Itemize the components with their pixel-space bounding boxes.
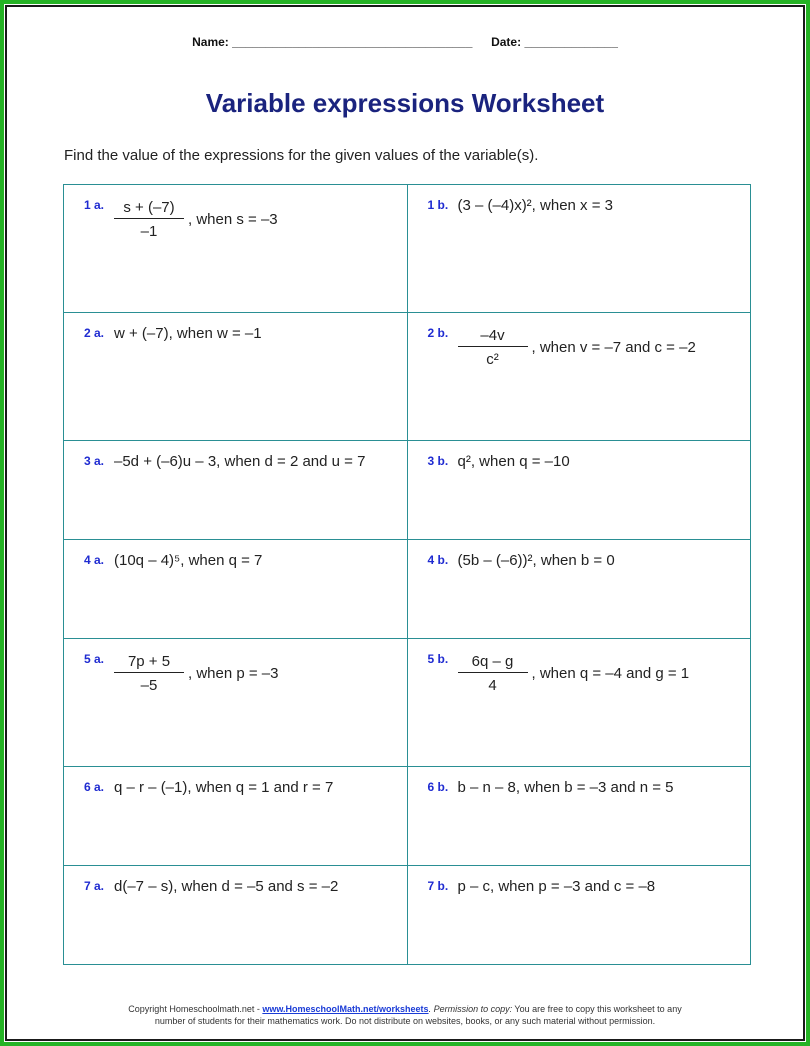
problem-cell — [64, 767, 408, 866]
problem-cell — [407, 866, 751, 965]
copyright-footer — [0, 1003, 810, 1027]
problem-cell — [64, 540, 408, 639]
problem-label: 6 a. — [84, 780, 105, 794]
problem-expression: (10q – 4)⁵, when q = 7 — [114, 552, 263, 569]
problem-label: 2 a. — [84, 326, 105, 340]
expression-rest: , when v = –7 and c = –2 — [531, 339, 696, 356]
problem-label: 4 a. — [84, 553, 105, 567]
problem-cell — [407, 639, 751, 767]
problem-label: 2 b. — [427, 326, 449, 340]
problem-expression: –5d + (–6)u – 3, when d = 2 and u = 7 — [114, 453, 366, 470]
footer-permission: . Permission to copy: — [428, 1004, 513, 1014]
problem-cell — [407, 767, 751, 866]
problem-label: 1 b. — [427, 198, 449, 212]
problem-label: 3 a. — [84, 454, 105, 468]
expression-rest: , when q = –4 and g = 1 — [531, 665, 690, 682]
denominator: c² — [486, 351, 499, 368]
name-label: Name: — [192, 35, 229, 49]
expression-rest: , when s = –3 — [188, 211, 278, 228]
problem-label: 5 b. — [427, 652, 449, 666]
footer-line-1 — [0, 1003, 810, 1015]
date-blank: ______________ — [524, 35, 618, 49]
problem-expression: w + (–7), when w = –1 — [114, 325, 262, 342]
numerator: 6q – g — [458, 653, 528, 673]
name-blank: ____________________________________ — [232, 35, 473, 49]
numerator: 7p + 5 — [114, 653, 184, 673]
problem-expression — [458, 327, 696, 368]
expression-rest: , when p = –3 — [188, 665, 279, 682]
problem-expression — [114, 653, 278, 694]
problem-label: 4 b. — [427, 553, 449, 567]
problem-label: 7 b. — [427, 879, 449, 893]
problem-label: 7 a. — [84, 879, 105, 893]
footer-line-2: number of students for their mathematics work. Do not distribute on websites, books, or any such material without permission. — [154, 1016, 656, 1026]
problem-expression: p – c, when p = –3 and c = –8 — [457, 878, 656, 895]
problem-cell — [64, 639, 408, 767]
problem-expression — [114, 199, 278, 240]
problem-cell — [64, 441, 408, 540]
problem-expression: d(–7 – s), when d = –5 and s = –2 — [114, 878, 339, 895]
problem-expression: (3 – (–4)x)², when x = 3 — [457, 197, 613, 214]
problem-expression: q², when q = –10 — [457, 453, 570, 470]
fraction — [114, 199, 184, 240]
problem-cell — [407, 441, 751, 540]
problem-label: 5 a. — [84, 652, 105, 666]
problem-label: 6 b. — [427, 780, 449, 794]
problem-cell — [64, 866, 408, 965]
fraction — [458, 327, 528, 368]
problem-expression: q – r – (–1), when q = 1 and r = 7 — [114, 779, 334, 796]
footer-line-1-rest: You are free to copy this worksheet to any — [512, 1004, 682, 1014]
denominator: –1 — [140, 223, 158, 240]
problem-expression: b – n – 8, when b = –3 and n = 5 — [457, 779, 674, 796]
date-label: Date: — [491, 35, 522, 49]
numerator: s + (–7) — [114, 199, 184, 219]
footer-copyright: Copyright Homeschoolmath.net - — [128, 1004, 263, 1014]
worksheet-title: Variable expressions Worksheet — [205, 88, 605, 118]
problem-label: 3 b. — [427, 454, 449, 468]
problem-cell — [64, 313, 408, 441]
problem-expression — [458, 653, 690, 694]
name-date-line — [0, 35, 810, 49]
problem-cell — [407, 185, 751, 313]
fraction — [458, 653, 528, 694]
problem-expression: (5b – (–6))², when b = 0 — [457, 552, 615, 569]
instructions: Find the value of the expressions for the given values of the variable(s). — [64, 147, 539, 164]
problem-cell — [407, 313, 751, 441]
problem-label: 1 a. — [84, 198, 105, 212]
problem-cell — [407, 540, 751, 639]
problem-grid — [63, 184, 751, 965]
footer-link[interactable]: www.HomeschoolMath.net/worksheets — [262, 1004, 429, 1014]
numerator: –4v — [458, 327, 528, 347]
denominator: –5 — [140, 677, 158, 694]
fraction — [114, 653, 184, 694]
problem-cell — [64, 185, 408, 313]
denominator: 4 — [488, 677, 497, 694]
